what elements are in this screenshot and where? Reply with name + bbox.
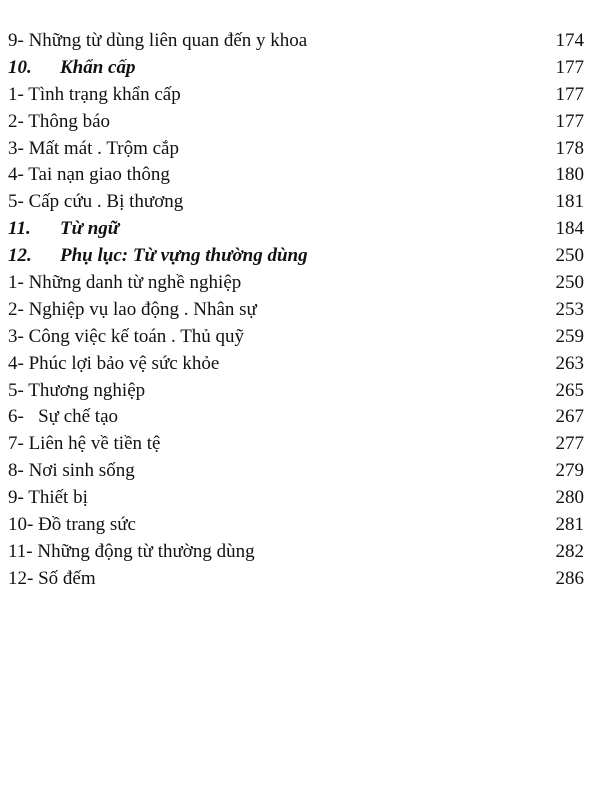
toc-entry (8, 109, 584, 136)
toc-entry (8, 431, 584, 458)
toc-entry-title: 5- Thương nghiệp (8, 379, 146, 401)
toc-entry-title: 11- Những động từ thường dùng (8, 540, 255, 562)
toc-section-title (8, 55, 136, 81)
toc-section-number: 12. (8, 245, 32, 267)
toc-entry (8, 566, 584, 593)
toc-entry-title: 10- Đồ trang sức (8, 514, 136, 536)
toc-section-heading (8, 216, 584, 243)
toc-entry-page: 180 (555, 164, 584, 186)
toc-section-heading (8, 55, 584, 82)
table-of-contents (8, 28, 584, 593)
toc-entry (8, 404, 584, 431)
toc-entry-page: 259 (555, 325, 584, 347)
toc-entry-title: 5- Cấp cứu . Bị thương (8, 191, 184, 213)
toc-entry-page: 281 (555, 514, 584, 536)
toc-entry (8, 162, 584, 189)
toc-section-title (8, 243, 308, 269)
toc-entry (8, 512, 584, 539)
toc-entry-title: 2- Thông báo (8, 110, 111, 132)
toc-entry (8, 189, 584, 216)
toc-entry-title: 4- Tai nạn giao thông (8, 164, 170, 186)
toc-entry (8, 458, 584, 485)
toc-entry-page: 263 (555, 352, 584, 374)
toc-entry (8, 297, 584, 324)
toc-entry-page: 174 (555, 30, 584, 51)
toc-section-label: Từ ngữ (60, 218, 120, 240)
toc-entry-page: 253 (555, 298, 584, 320)
toc-entry-title: 2- Nghiệp vụ lao động . Nhân sự (8, 298, 257, 320)
toc-entry-title: 3- Công việc kế toán . Thủ quỹ (8, 325, 245, 347)
toc-section-page: 184 (555, 218, 584, 240)
toc-entry-title: 6- Sự chế tạo (8, 406, 119, 428)
toc-section-label: Khẩn cấp (60, 56, 136, 78)
toc-entry-page: 279 (555, 460, 584, 482)
toc-section-heading (8, 243, 584, 270)
toc-entry-title: 1- Tình trạng khẩn cấp (8, 83, 181, 105)
toc-section-label: Phụ lục: Từ vựng thường dùng (60, 245, 308, 267)
toc-entry-page: 267 (555, 406, 584, 428)
toc-section-page: 250 (555, 245, 584, 267)
toc-entry (8, 485, 584, 512)
toc-entry-page: 177 (555, 83, 584, 105)
toc-entry-title: 4- Phúc lợi bảo vệ sức khỏe (8, 352, 220, 374)
toc-entry (8, 82, 584, 109)
toc-entry-title: 1- Những danh từ nghề nghiệp (8, 272, 242, 294)
toc-entry (8, 539, 584, 566)
toc-section-number: 11. (8, 218, 31, 240)
toc-entry (8, 351, 584, 378)
toc-section-number: 10. (8, 56, 32, 78)
toc-entry-title: 12- Số đếm (8, 567, 96, 589)
toc-entry (8, 324, 584, 351)
toc-entry-page: 181 (555, 191, 584, 213)
toc-entry-title: 7- Liên hệ về tiền tệ (8, 433, 161, 455)
toc-entry-page: 177 (555, 110, 584, 132)
toc-entry-page: 250 (555, 272, 584, 294)
toc-entry-page: 282 (555, 540, 584, 562)
toc-entry-title: 3- Mất mát . Trộm cắp (8, 137, 179, 159)
toc-entry-title: 9- Thiết bị (8, 487, 88, 509)
toc-entry (8, 378, 584, 405)
toc-entry-page: 277 (555, 433, 584, 455)
toc-entry (8, 270, 584, 297)
toc-entry-title: 9- Những từ dùng liên quan đến y khoa (8, 30, 308, 51)
toc-entry (8, 136, 584, 163)
toc-entry-page: 286 (555, 567, 584, 589)
toc-entry-page: 178 (555, 137, 584, 159)
toc-entry-page: 280 (555, 487, 584, 509)
toc-entry (8, 28, 584, 55)
toc-section-title (8, 216, 119, 242)
toc-entry-title: 8- Nơi sinh sống (8, 460, 135, 482)
toc-section-page: 177 (555, 56, 584, 78)
toc-entry-page: 265 (555, 379, 584, 401)
